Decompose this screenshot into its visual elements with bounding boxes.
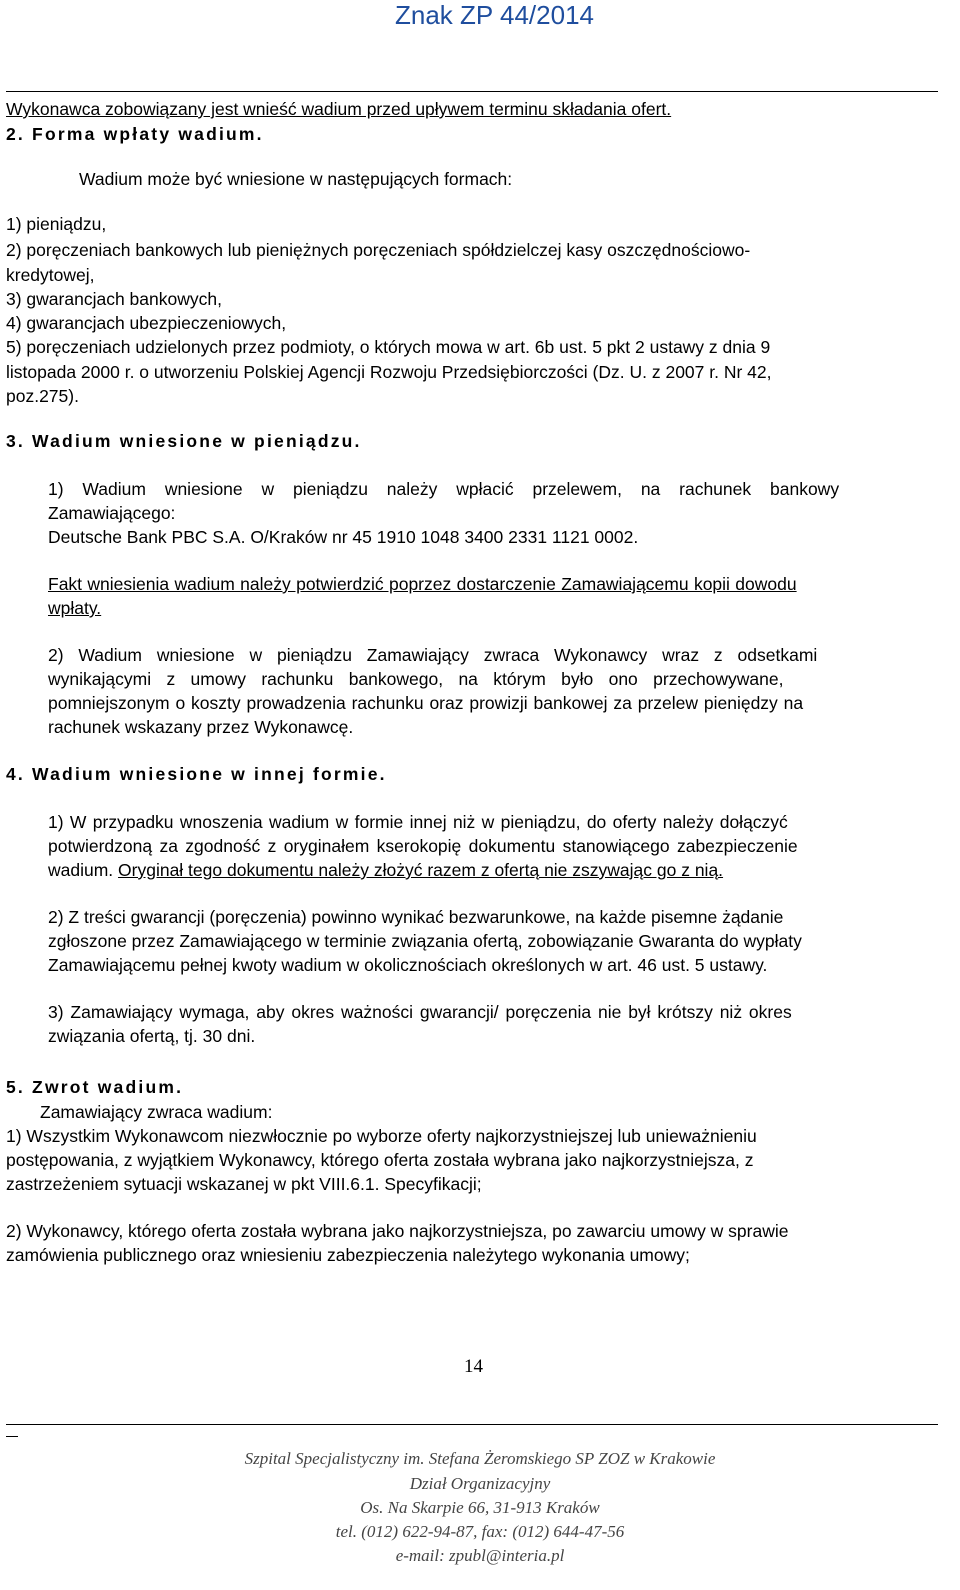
section2-lead: Wadium może być wniesione w następujących formach: bbox=[79, 169, 513, 189]
section3-p2-line: 2) Wadium wniesione w pieniądzu Zamawiający zwraca Wykonawcy wraz z odsetkami bbox=[48, 645, 818, 665]
header-rule bbox=[6, 91, 938, 92]
page-number: 14 bbox=[464, 1356, 483, 1377]
section2-item: 2) poręczeniach bankowych lub pieniężnych poręczeniach spółdzielczej kasy oszczędnościowo- bbox=[6, 240, 751, 260]
footer-email: e-mail: zpubl@interia.pl bbox=[395, 1546, 565, 1565]
section4-heading: 4. Wadium wniesione w innej formie. bbox=[6, 764, 387, 784]
section5-lead: Zamawiający zwraca wadium: bbox=[40, 1102, 273, 1122]
section3-fakt-line: Fakt wniesienia wadium należy potwierdzić poprzez dostarczenie Zamawiającemu kopii dowodu bbox=[48, 574, 797, 594]
section3-heading: 3. Wadium wniesione w pieniądzu. bbox=[6, 431, 362, 451]
section2-item: 3) gwarancjach bankowych, bbox=[6, 289, 222, 309]
intro-line: Wykonawca zobowiązany jest wnieść wadium przed upływem terminu składania ofert. bbox=[6, 99, 672, 119]
document-header-title: Znak ZP 44/2014 bbox=[395, 0, 594, 30]
section5-heading: 5. Zwrot wadium. bbox=[6, 1077, 184, 1097]
section2-item: listopada 2000 r. o utworzeniu Polskiej Agencji Rozwoju Przedsiębiorczości (Dz. U. z 2007 r. Nr 42, bbox=[6, 362, 772, 382]
footer-department: Dział Organizacyjny bbox=[409, 1474, 551, 1493]
section4-p1-last-line bbox=[48, 860, 723, 881]
section4-p1-plain: wadium. bbox=[48, 860, 119, 880]
footer-rule bbox=[6, 1424, 938, 1425]
section3-p2-line: pomniejszonym o koszty prowadzenia rachunku oraz prowizji bankowej za przelew pieniędzy na bbox=[48, 693, 804, 713]
section2-item: 5) poręczeniach udzielonych przez podmioty, o których mowa w art. 6b ust. 5 pkt 2 ustawy z dnia 9 bbox=[6, 337, 771, 357]
footnote-mark bbox=[6, 1436, 18, 1437]
section3-p2-line: rachunek wskazany przez Wykonawcę. bbox=[48, 717, 354, 737]
section5-p1-line: postępowania, z wyjątkiem Wykonawcy, którego oferta została wybrana jako najkorzystniejsza, z bbox=[6, 1150, 754, 1170]
section4-p1-line: potwierdzoną za zgodność z oryginałem kserokopię dokumentu stanowiącego zabezpieczenie bbox=[48, 836, 798, 856]
section2-heading: 2. Forma wpłaty wadium. bbox=[6, 124, 264, 144]
section5-p2-line: zamówienia publicznego oraz wniesieniu zabezpieczenia należytego wykonania umowy; bbox=[6, 1245, 690, 1265]
section4-p3-line: związania ofertą, tj. 30 dni. bbox=[48, 1026, 256, 1046]
footer-hospital-name: Szpital Specjalistyczny im. Stefana Żeromskiego SP ZOZ w Krakowie bbox=[244, 1449, 716, 1468]
section4-p1-line: 1) W przypadku wnoszenia wadium w formie innej niż w pieniądzu, do oferty należy dołączyć bbox=[48, 812, 788, 832]
section4-p1-underlined: Oryginał tego dokumentu należy złożyć razem z ofertą nie zszywając go z nią. bbox=[118, 860, 724, 880]
section2-item: 1) pieniądzu, bbox=[6, 214, 107, 234]
footer-phone-fax: tel. (012) 622-94-87, fax: (012) 644-47-56 bbox=[335, 1522, 625, 1541]
section4-p3-line: 3) Zamawiający wymaga, aby okres ważności gwarancji/ poręczenia nie był krótszy niż okres bbox=[48, 1002, 792, 1022]
section4-p2-line: 2) Z treści gwarancji (poręczenia) powinno wynikać bezwarunkowe, na każde pisemne żądanie bbox=[48, 907, 784, 927]
section3-p2-line: wynikającymi z umowy rachunku bankowego, na którym było ono przechowywane, bbox=[48, 669, 784, 689]
section3-fakt-line: wpłaty. bbox=[48, 598, 102, 618]
bank-account-line: Deutsche Bank PBC S.A. O/Kraków nr 45 1910 1048 3400 2331 1121 0002. bbox=[48, 527, 639, 547]
section2-item: poz.275). bbox=[6, 386, 79, 406]
section4-p2-line: Zamawiającemu pełnej kwoty wadium w okolicznościach określonych w art. 46 ust. 5 ustawy. bbox=[48, 955, 768, 975]
section2-item: kredytowej, bbox=[6, 265, 95, 285]
section4-p2-line: zgłoszone przez Zamawiającego w terminie związania ofertą, zobowiązanie Gwaranta do wypłaty bbox=[48, 931, 802, 951]
section3-p1-line: 1) Wadium wniesione w pieniądzu należy wpłacić przelewem, na rachunek bankowy bbox=[48, 479, 840, 499]
section3-p1-line: Zamawiającego: bbox=[48, 503, 176, 523]
footer-address: Os. Na Skarpie 66, 31-913 Kraków bbox=[360, 1498, 600, 1517]
section5-p2-line: 2) Wykonawcy, którego oferta została wybrana jako najkorzystniejsza, po zawarciu umowy w sprawie bbox=[6, 1221, 789, 1241]
section5-p1-line: 1) Wszystkim Wykonawcom niezwłocznie po wyborze oferty najkorzystniejszej lub unieważnieniu bbox=[6, 1126, 757, 1146]
section2-item: 4) gwarancjach ubezpieczeniowych, bbox=[6, 313, 287, 333]
section5-p1-line: zastrzeżeniem sytuacji wskazanej w pkt VIII.6.1. Specyfikacji; bbox=[6, 1174, 482, 1194]
